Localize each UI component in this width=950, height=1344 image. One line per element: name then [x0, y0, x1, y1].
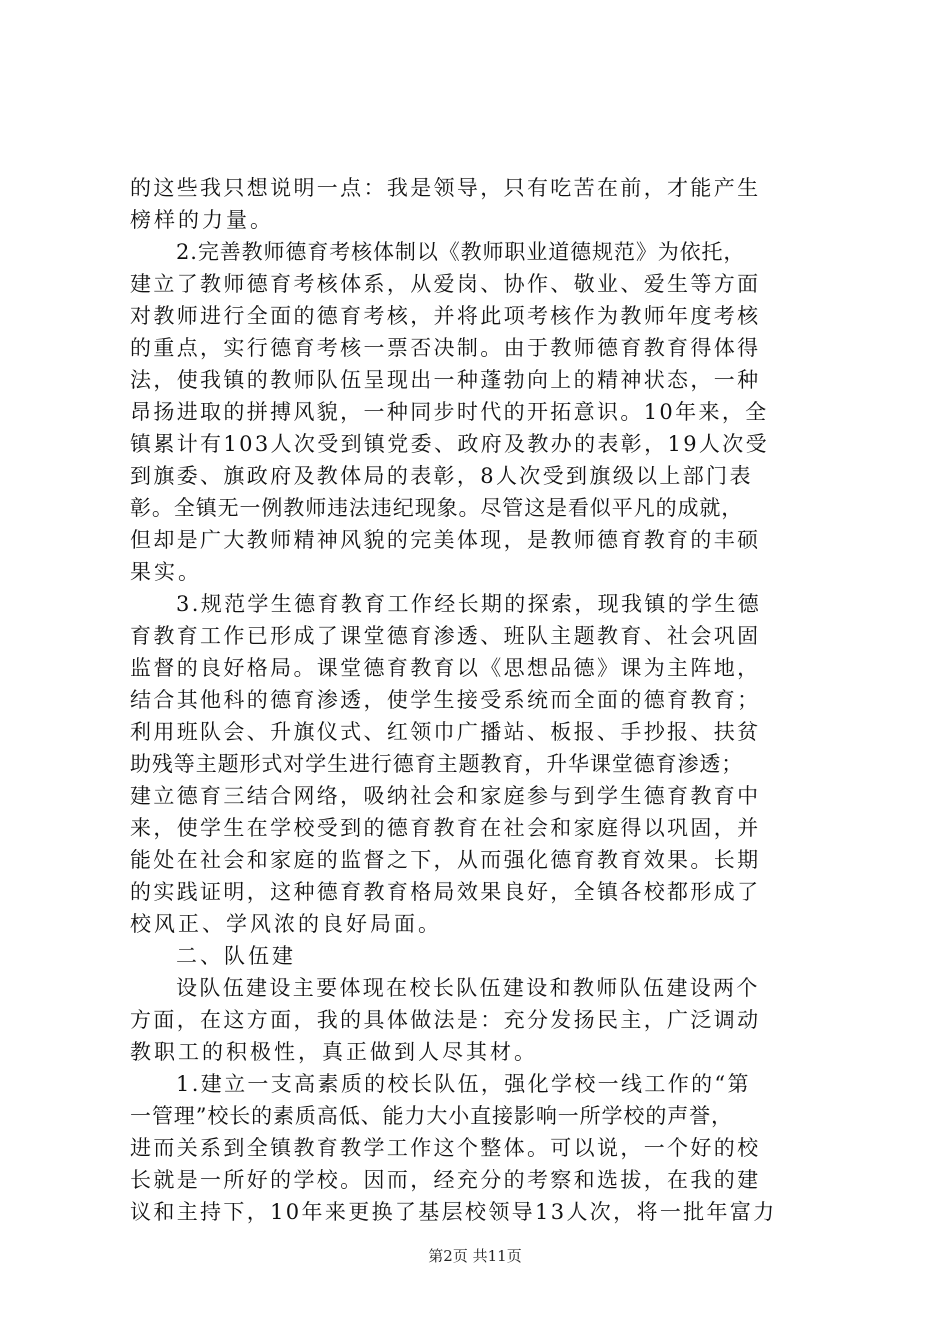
text-line: 议和主持下，10年来更换了基层校领导13人次，将一批年富力 [130, 1200, 777, 1224]
text-line: 果实。 [130, 560, 202, 584]
text-line: 利用班队会、升旗仪式、红领巾广播站、板报、手抄报、扶贫 [130, 720, 761, 744]
text-line: 一管理”校长的素质高低、能力大小直接影响一所学校的声誉， [130, 1104, 733, 1128]
text-line: 但却是广大教师精神风貌的完美体现，是教师德育教育的丰硕 [130, 528, 761, 552]
text-line: 彰。全镇无一例教师违法违纪现象。尽管这是看似平凡的成就， [130, 496, 744, 520]
text-line: 建立了教师德育考核体系，从爱岗、协作、敬业、爱生等方面 [130, 272, 761, 296]
text-line: 昂扬进取的拼搏风貌，一种同步时代的开拓意识。10年来，全 [130, 400, 769, 424]
text-line: 助残等主题形式对学生进行德育主题教育，升华课堂德育渗透； [130, 752, 744, 776]
text-line: 长就是一所好的学校。因而，经充分的考察和选拔，在我的建 [130, 1168, 761, 1192]
text-line: 来，使学生在学校受到的德育教育在社会和家庭得以巩固，并 [130, 816, 761, 840]
text-line: 对教师进行全面的德育考核，并将此项考核作为教师年度考核 [130, 304, 761, 328]
text-line: 育教育工作已形成了课堂德育渗透、班队主题教育、社会巩固 [130, 624, 761, 648]
text-line: 法，使我镇的教师队伍呈现出一种蓬勃向上的精神状态，一种 [130, 368, 761, 392]
text-line: 的实践证明，这种德育教育格局效果良好，全镇各校都形成了 [130, 880, 761, 904]
text-line: 校风正、学风浓的良好局面。 [130, 912, 442, 936]
text-line: 设队伍建设主要体现在校长队伍建设和教师队伍建设两个 [176, 976, 760, 1000]
text-line: 能处在社会和家庭的监督之下，从而强化德育教育效果。长期 [130, 848, 761, 872]
page-number: 第2页 共11页 [428, 1247, 522, 1265]
text-line: 监督的良好格局。课堂德育教育以《思想品德》课为主阵地， [130, 656, 761, 680]
text-line: 榜样的力量。 [130, 208, 274, 232]
text-line: 教职工的积极性，真正做到人尽其材。 [130, 1040, 538, 1064]
text-line: 结合其他科的德育渗透，使学生接受系统而全面的德育教育； [130, 688, 761, 712]
text-line: 建立德育三结合网络，吸纳社会和家庭参与到学生德育教育中 [130, 784, 761, 808]
text-line: 1.建立一支高素质的校长队伍，强化学校一线工作的“第 [176, 1072, 751, 1096]
section-heading: 二、队伍建 [176, 944, 296, 968]
text-line: 的这些我只想说明一点：我是领导，只有吃苦在前，才能产生 [130, 176, 761, 200]
text-line: 的重点，实行德育考核一票否决制。由于教师德育教育得体得 [130, 336, 761, 360]
text-line: 镇累计有103人次受到镇党委、政府及教办的表彰，19人次受 [130, 432, 769, 456]
text-line: 3.规范学生德育教育工作经长期的探索，现我镇的学生德 [176, 592, 762, 616]
document-body [130, 172, 830, 1228]
text-line: 到旗委、旗政府及教体局的表彰，8人次受到旗级以上部门表 [130, 464, 753, 488]
text-line: 2.完善教师德育考核体制以《教师职业道德规范》为依托， [176, 240, 746, 264]
text-line: 方面，在这方面，我的具体做法是：充分发扬民主，广泛调动 [130, 1008, 761, 1032]
text-line: 进而关系到全镇教育教学工作这个整体。可以说，一个好的校 [130, 1136, 761, 1160]
